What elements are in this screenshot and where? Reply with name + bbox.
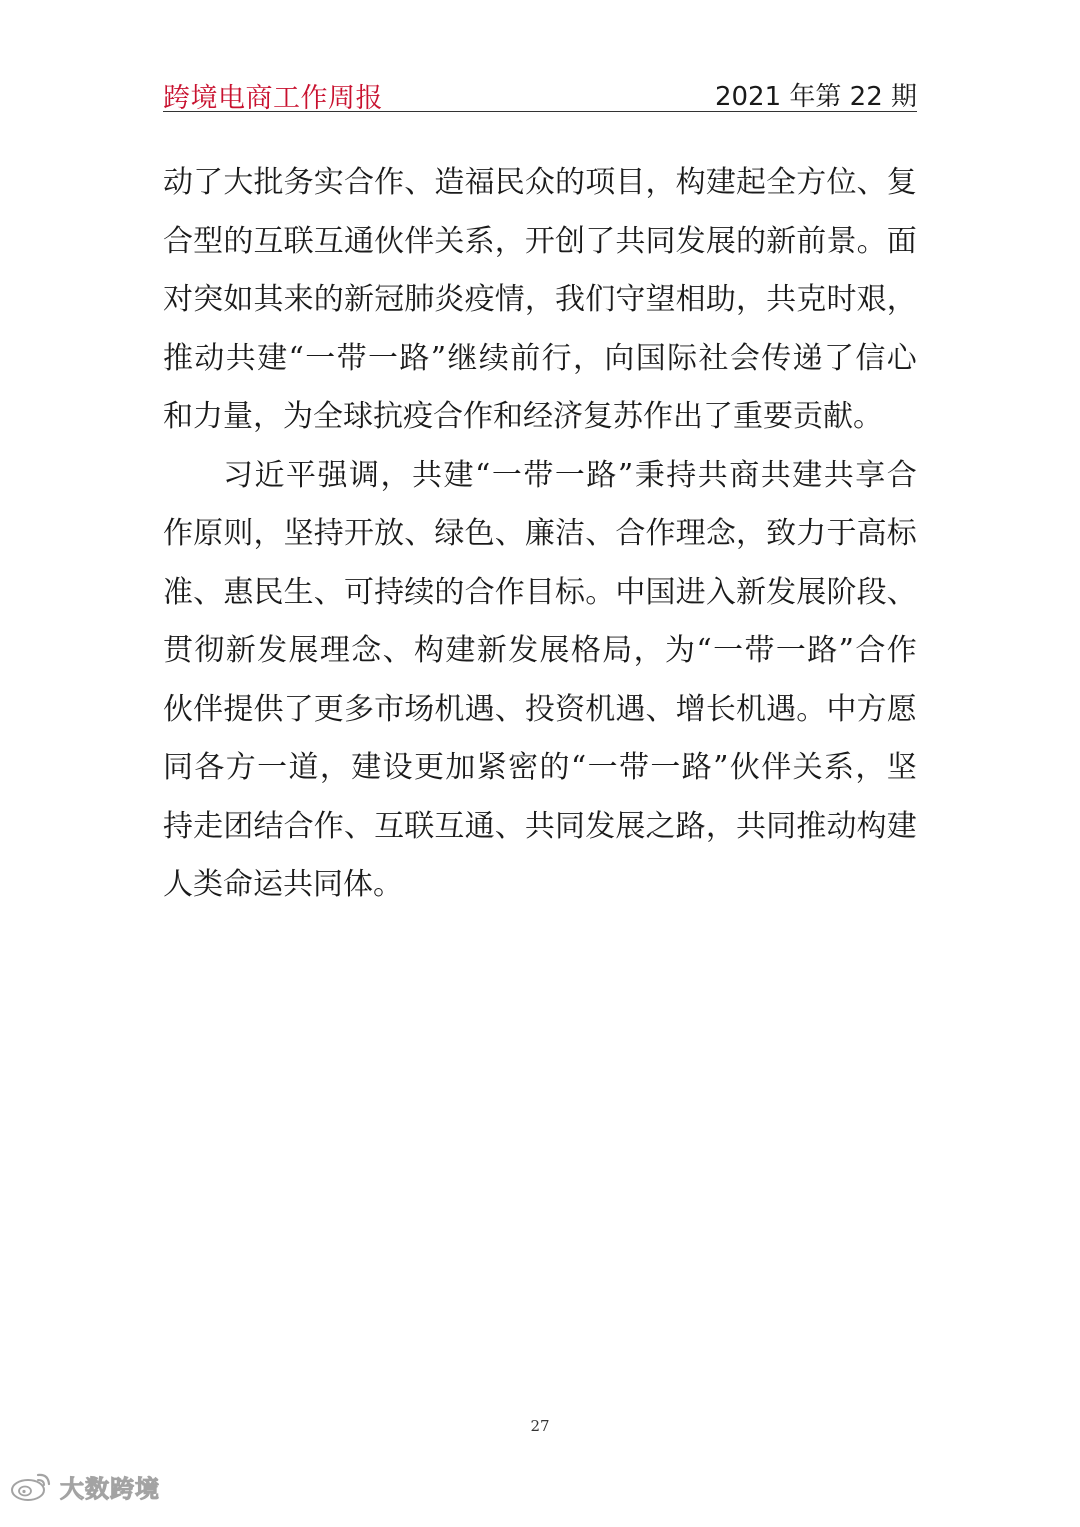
text-line: 推 动 共 建 “ 一 带 一 路 ” 继 续 前 行 ， 向 国 际 社 会 传 递 了 信 心 bbox=[163, 340, 917, 376]
page-number: 27 bbox=[530, 1417, 550, 1435]
text-line: 和 力 量 ， 为 全 球 抗 疫 合 作 和 经 济 复 苏 作 出 了 重 要 贡 献 。 bbox=[163, 399, 883, 434]
text-line: 人 类 命 运 共 同 体 。 bbox=[163, 867, 403, 902]
text-line: 作 原 则 ， 坚 持 开 放 、 绿 色 、 廉 洁 、 合 作 理 念 ， 致 力 于 高 标 bbox=[163, 516, 917, 551]
text-line: 同 各 方 一 道 ， 建 设 更 加 紧 密 的 “ 一 带 一 路 ” 伙 伴 关 系 ， 坚 bbox=[163, 750, 917, 785]
text-line: 贯 彻 新 发 展 理 念 、 构 建 新 发 展 格 局 ， 为 “ 一 带 一 路 ” 合 作 bbox=[163, 633, 917, 668]
text-line: 持 走 团 结 合 作 、 互 联 互 通 、 共 同 发 展 之 路 ， 共 同 推 动 构 建 bbox=[163, 808, 917, 844]
text-line: 对 突 如 其 来 的 新 冠 肺 炎 疫 情 ， 我 们 守 望 相 助 ， 共 克 时 艰 ， bbox=[163, 282, 917, 317]
text-line: 习 近 平 强 调 ， 共 建 “ 一 带 一 路 ” 秉 持 共 商 共 建 共 享 合 bbox=[223, 457, 917, 493]
text-line: 准 、 惠 民 生 、 可 持 续 的 合 作 目 标 。 中 国 进 入 新 发 展 阶 段 、 bbox=[163, 574, 917, 610]
weibo-logo-icon bbox=[8, 1469, 54, 1503]
text-line: 动 了 大 批 务 实 合 作 、 造 福 民 众 的 项 目 ， 构 建 起 全 方 位 、 复 bbox=[163, 165, 917, 200]
page-header bbox=[163, 74, 917, 114]
text-line: 合 型 的 互 联 互 通 伙 伴 关 系 ， 开 创 了 共 同 发 展 的 新 前 景 。 面 bbox=[163, 223, 917, 259]
header-divider bbox=[163, 111, 917, 112]
text-line: 伙 伴 提 供 了 更 多 市 场 机 遇 、 投 资 机 遇 、 增 长 机 遇 。 中 方 愿 bbox=[163, 691, 917, 727]
publication-title: 跨境电商工作周报 bbox=[163, 83, 383, 114]
watermark bbox=[8, 1466, 160, 1506]
issue-number: 2021 年第 22 期 bbox=[714, 82, 917, 112]
article-body bbox=[163, 154, 917, 915]
watermark-text: 大数跨境 bbox=[60, 1474, 160, 1503]
